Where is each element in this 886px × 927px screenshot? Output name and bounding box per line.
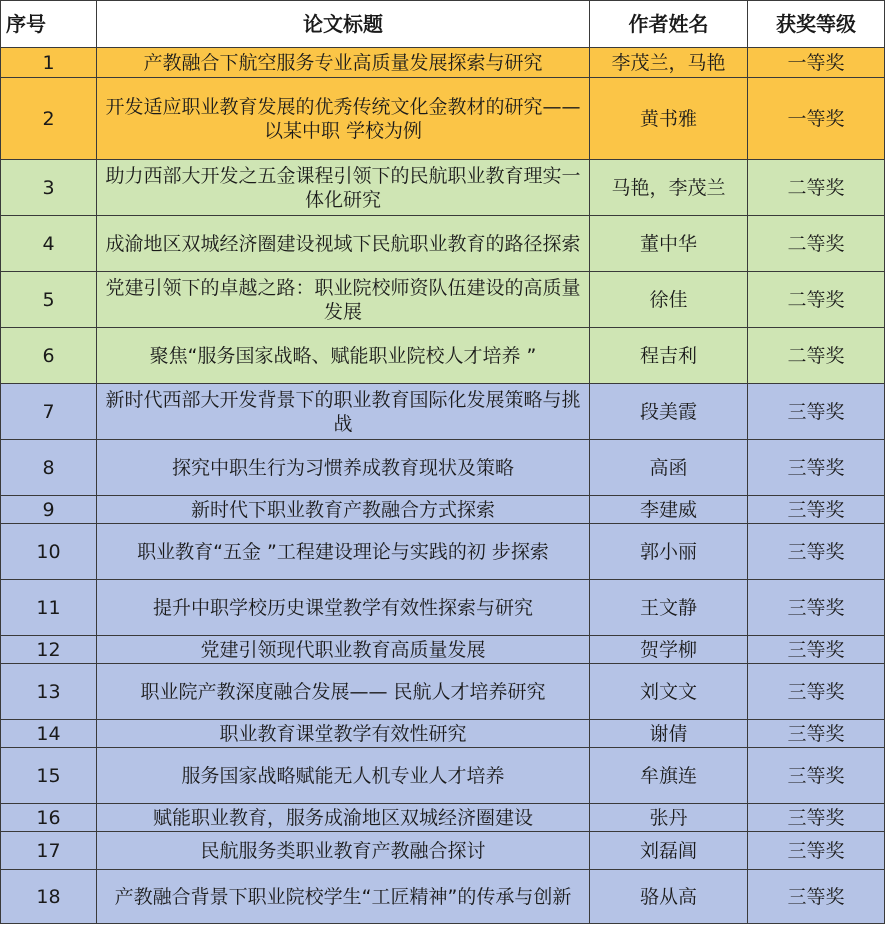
row-number: 8 bbox=[1, 440, 97, 496]
paper-title: 新时代下职业教育产教融合方式探索 bbox=[97, 496, 590, 524]
row-number: 3 bbox=[1, 160, 97, 216]
author-name: 高函 bbox=[590, 440, 748, 496]
row-number: 1 bbox=[1, 48, 97, 78]
paper-title: 民航服务类职业教育产教融合探讨 bbox=[97, 832, 590, 870]
paper-title: 职业院产教深度融合发展—— 民航人才培养研究 bbox=[97, 664, 590, 720]
award-level: 三等奖 bbox=[748, 440, 885, 496]
table-row bbox=[1, 664, 885, 720]
award-level: 二等奖 bbox=[748, 328, 885, 384]
award-level: 三等奖 bbox=[748, 384, 885, 440]
row-number: 12 bbox=[1, 636, 97, 664]
row-number: 16 bbox=[1, 804, 97, 832]
author-name: 谢倩 bbox=[590, 720, 748, 748]
award-level: 二等奖 bbox=[748, 160, 885, 216]
author-name: 郭小丽 bbox=[590, 524, 748, 580]
header-no: 序号 bbox=[1, 1, 97, 48]
paper-title: 产教融合下航空服务专业高质量发展探索与研究 bbox=[97, 48, 590, 78]
paper-title: 提升中职学校历史课堂教学有效性探索与研究 bbox=[97, 580, 590, 636]
paper-title: 成渝地区双城经济圈建设视域下民航职业教育的路径探索 bbox=[97, 216, 590, 272]
paper-title: 服务国家战略赋能无人机专业人才培养 bbox=[97, 748, 590, 804]
author-name: 黄书雅 bbox=[590, 78, 748, 160]
author-name: 王文静 bbox=[590, 580, 748, 636]
author-name: 徐佳 bbox=[590, 272, 748, 328]
row-number: 18 bbox=[1, 870, 97, 924]
author-name: 马艳，李茂兰 bbox=[590, 160, 748, 216]
award-level: 一等奖 bbox=[748, 48, 885, 78]
paper-title: 职业教育“五金 ”工程建设理论与实践的初 步探索 bbox=[97, 524, 590, 580]
table-row bbox=[1, 524, 885, 580]
author-name: 李建威 bbox=[590, 496, 748, 524]
award-level: 三等奖 bbox=[748, 748, 885, 804]
award-level: 三等奖 bbox=[748, 524, 885, 580]
paper-title: 开发适应职业教育发展的优秀传统文化金教材的研究—— 以某中职 学校为例 bbox=[97, 78, 590, 160]
paper-title: 职业教育课堂教学有效性研究 bbox=[97, 720, 590, 748]
author-name: 董中华 bbox=[590, 216, 748, 272]
table-row bbox=[1, 78, 885, 160]
row-number: 7 bbox=[1, 384, 97, 440]
paper-title: 探究中职生行为习惯养成教育现状及策略 bbox=[97, 440, 590, 496]
table-row bbox=[1, 804, 885, 832]
paper-title: 赋能职业教育，服务成渝地区双城经济圈建设 bbox=[97, 804, 590, 832]
table-row bbox=[1, 636, 885, 664]
author-name: 骆从高 bbox=[590, 870, 748, 924]
table-row bbox=[1, 748, 885, 804]
paper-title: 聚焦“服务国家战略、赋能职业院校人才培养 ” bbox=[97, 328, 590, 384]
award-level: 三等奖 bbox=[748, 580, 885, 636]
award-level: 三等奖 bbox=[748, 664, 885, 720]
table-row bbox=[1, 328, 885, 384]
row-number: 9 bbox=[1, 496, 97, 524]
author-name: 刘磊阊 bbox=[590, 832, 748, 870]
row-number: 13 bbox=[1, 664, 97, 720]
award-level: 三等奖 bbox=[748, 496, 885, 524]
paper-title: 党建引领下的卓越之路：职业院校师资队伍建设的高质量发展 bbox=[97, 272, 590, 328]
table-row bbox=[1, 832, 885, 870]
paper-title: 党建引领现代职业教育高质量发展 bbox=[97, 636, 590, 664]
table-row bbox=[1, 160, 885, 216]
author-name: 贺学柳 bbox=[590, 636, 748, 664]
award-level: 三等奖 bbox=[748, 870, 885, 924]
paper-title: 产教融合背景下职业院校学生“工匠精神”的传承与创新 bbox=[97, 870, 590, 924]
award-level: 一等奖 bbox=[748, 78, 885, 160]
award-level: 三等奖 bbox=[748, 636, 885, 664]
table-row bbox=[1, 496, 885, 524]
table-header-row bbox=[1, 1, 885, 48]
table-row bbox=[1, 440, 885, 496]
author-name: 段美霞 bbox=[590, 384, 748, 440]
row-number: 10 bbox=[1, 524, 97, 580]
table-row bbox=[1, 48, 885, 78]
row-number: 17 bbox=[1, 832, 97, 870]
author-name: 牟旗连 bbox=[590, 748, 748, 804]
table-row bbox=[1, 580, 885, 636]
row-number: 2 bbox=[1, 78, 97, 160]
table-row bbox=[1, 272, 885, 328]
author-name: 刘文文 bbox=[590, 664, 748, 720]
award-level: 二等奖 bbox=[748, 272, 885, 328]
header-author: 作者姓名 bbox=[590, 1, 748, 48]
table-row bbox=[1, 720, 885, 748]
award-level: 二等奖 bbox=[748, 216, 885, 272]
table-row bbox=[1, 216, 885, 272]
author-name: 李茂兰，马艳 bbox=[590, 48, 748, 78]
row-number: 14 bbox=[1, 720, 97, 748]
row-number: 6 bbox=[1, 328, 97, 384]
row-number: 4 bbox=[1, 216, 97, 272]
author-name: 张丹 bbox=[590, 804, 748, 832]
award-level: 三等奖 bbox=[748, 804, 885, 832]
table-row bbox=[1, 870, 885, 924]
row-number: 5 bbox=[1, 272, 97, 328]
paper-title: 助力西部大开发之五金课程引领下的民航职业教育理实一体化研究 bbox=[97, 160, 590, 216]
author-name: 程吉利 bbox=[590, 328, 748, 384]
table-row bbox=[1, 384, 885, 440]
row-number: 15 bbox=[1, 748, 97, 804]
award-level: 三等奖 bbox=[748, 832, 885, 870]
header-award: 获奖等级 bbox=[748, 1, 885, 48]
header-title: 论文标题 bbox=[97, 1, 590, 48]
award-level: 三等奖 bbox=[748, 720, 885, 748]
row-number: 11 bbox=[1, 580, 97, 636]
paper-title: 新时代西部大开发背景下的职业教育国际化发展策略与挑战 bbox=[97, 384, 590, 440]
